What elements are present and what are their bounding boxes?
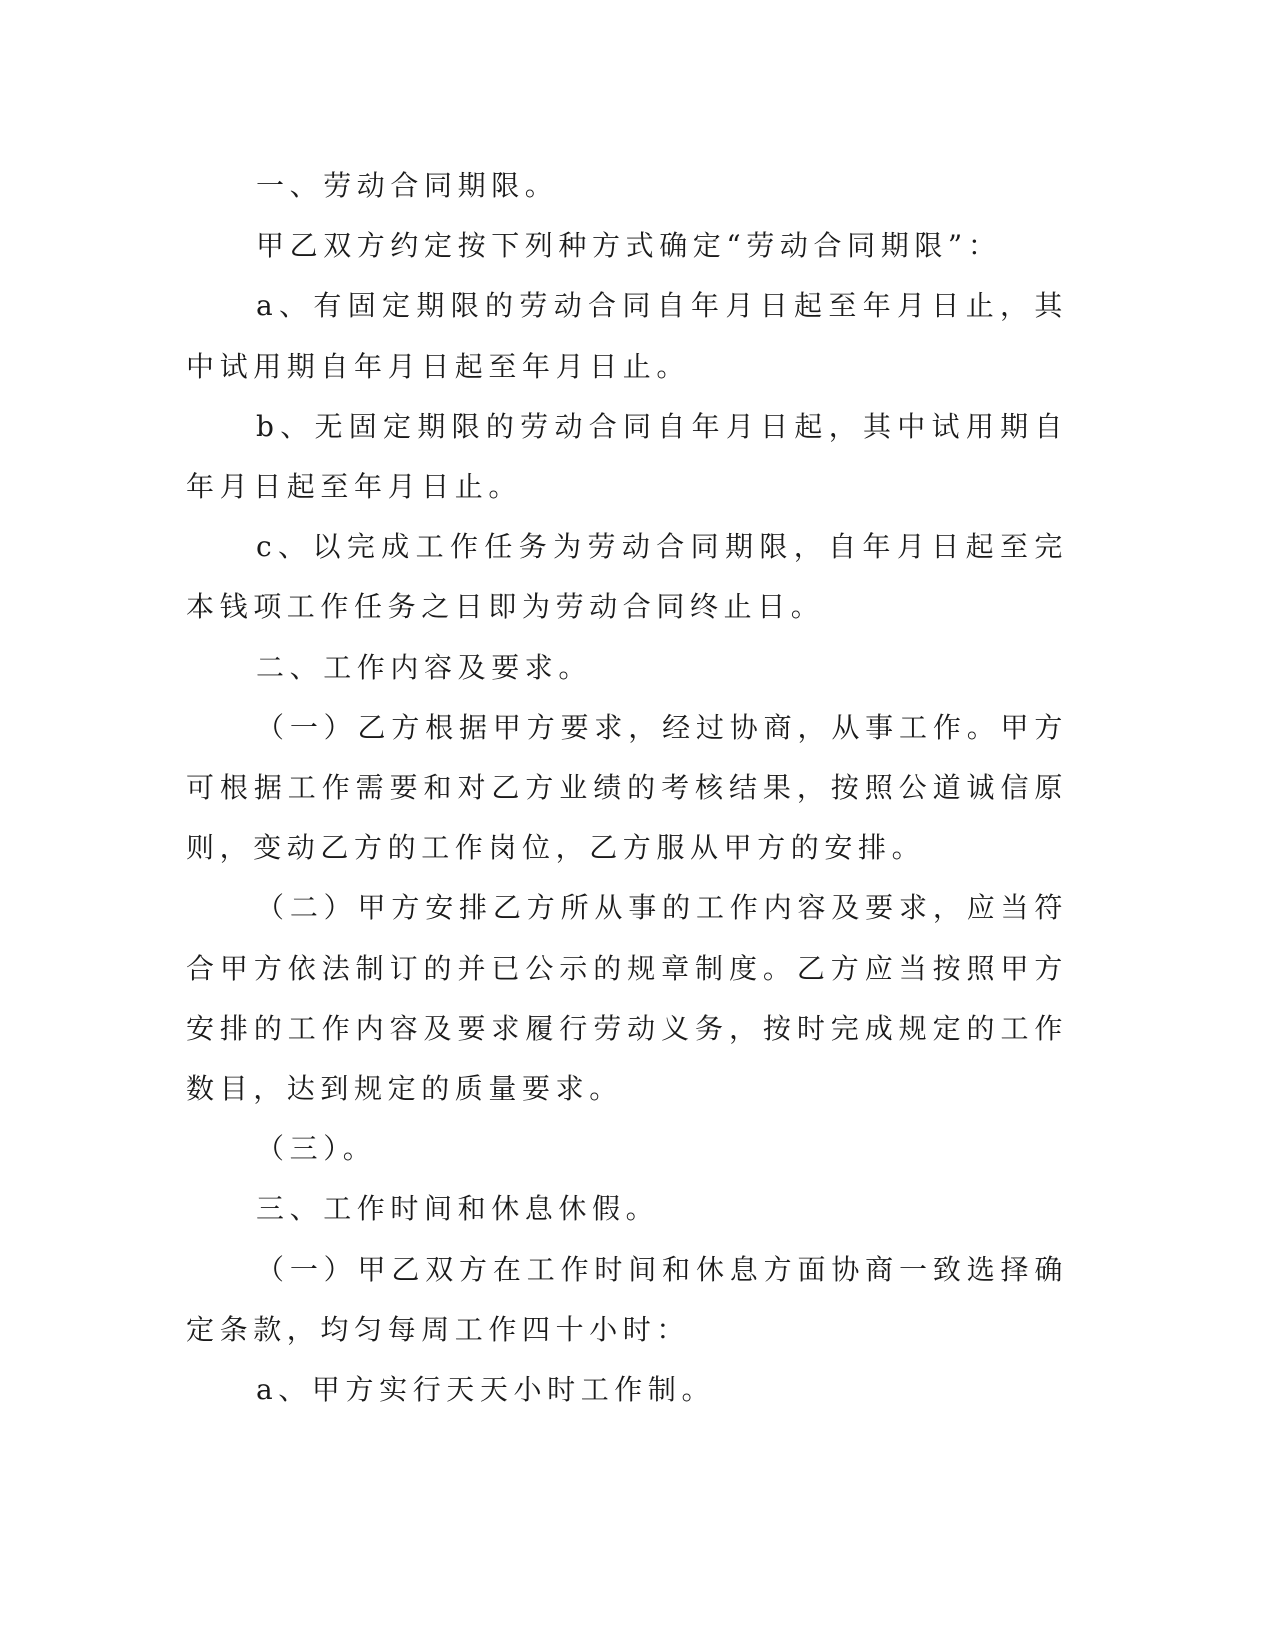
paragraph-work-content-2: （二）甲方安排乙方所从事的工作内容及要求，应当符合甲方依法制订的并已公示的规章制度。乙方应当按照甲方安排的工作内容及要求履行劳动义务，按时完成规定的工作数目，达到规定的质量要求。 — [186, 891, 1068, 1106]
heading-work-hours: 三、工作时间和休息休假。 — [256, 1192, 660, 1226]
paragraph-work-content-3: （三）。 — [256, 1132, 377, 1166]
paragraph-work-content-1: （一）乙方根据甲方要求，经过协商，从事工作。甲方可根据工作需要和对乙方业绩的考核结果，按照公道诚信原则，变动乙方的工作岗位，乙方服从甲方的安排。 — [186, 710, 1068, 865]
paragraph-term-method: 甲乙双方约定按下列种方式确定“劳动合同期限”： — [256, 229, 1002, 263]
paragraph-fixed-term: a、有固定期限的劳动合同自年月日起至年月日止，其中试用期自年月日起至年月日止。 — [186, 289, 1068, 383]
paragraph-open-term: b、无固定期限的劳动合同自年月日起，其中试用期自年月日起至年月日止。 — [186, 409, 1068, 504]
paragraph-task-term: c、以完成工作任务为劳动合同期限，自年月日起至完本钱项工作任务之日即为劳动合同终止日。 — [186, 530, 1068, 624]
document-body — [186, 156, 1068, 1420]
heading-contract-term: 一、劳动合同期限。 — [256, 169, 559, 202]
paragraph-work-hours-a: a、甲方实行天天小时工作制。 — [256, 1373, 716, 1407]
paragraph-work-hours-1: （一）甲乙双方在工作时间和休息方面协商一致选择确定条款，均匀每周工作四十小时： — [186, 1252, 1068, 1346]
heading-work-content: 二、工作内容及要求。 — [256, 650, 593, 684]
